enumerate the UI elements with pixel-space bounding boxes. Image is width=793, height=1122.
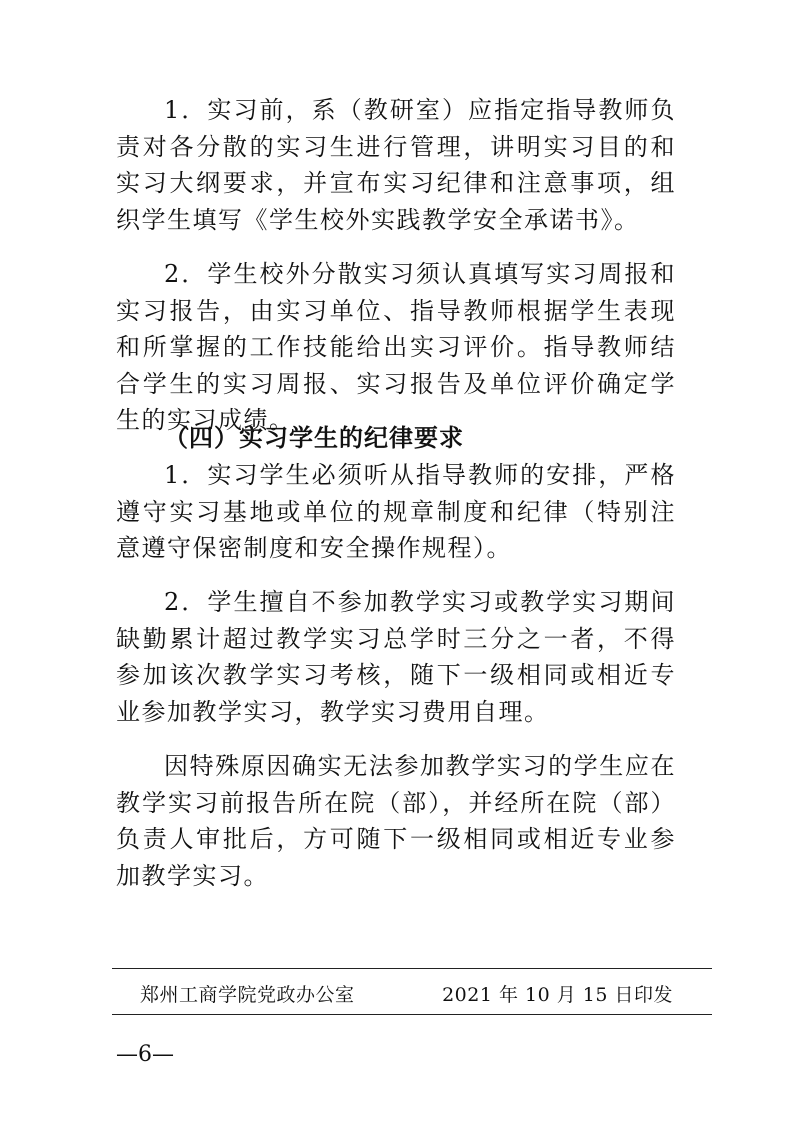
paragraph-3: 1．实习学生必须听从指导教师的安排，严格遵守实习基地或单位的规章制度和纪律（特别注意遵守保密制度和安全操作规程）。 <box>116 461 676 562</box>
section-heading: （四）实习学生的纪律要求 <box>164 424 464 452</box>
footer-bottom-rule <box>112 1014 712 1015</box>
footer-issuer: 郑州工商学院党政办公室 <box>140 984 355 1006</box>
paragraph-5: 因特殊原因确实无法参加教学实习的学生应在教学实习前报告所在院（部），并经所在院（部）负责人审批后，方可随下一级相同或相近专业参加教学实习。 <box>116 752 676 890</box>
footer-date: 2021 年 10 月 15 日印发 <box>442 984 673 1006</box>
page-number: —6— <box>116 1042 174 1067</box>
paragraph-2: 2．学生校外分散实习须认真填写实习周报和实习报告，由实习单位、指导教师根据学生表现和所掌握的工作技能给出实习评价。指导教师结合学生的实习周报、实习报告及单位评价确定学生的实习成绩。 <box>116 260 676 434</box>
footer-top-rule <box>112 968 712 969</box>
paragraph-1: 1．实习前，系（教研室）应指定指导教师负责对各分散的实习生进行管理，讲明实习目的和实习大纲要求，并宣布实习纪律和注意事项，组织学生填写《学生校外实践教学安全承诺书》。 <box>116 96 676 234</box>
paragraph-4: 2．学生擅自不参加教学实习或教学实习期间缺勤累计超过教学实习总学时三分之一者，不得参加该次教学实习考核，随下一级相同或相近专业参加教学实习，教学实习费用自理。 <box>116 588 676 726</box>
